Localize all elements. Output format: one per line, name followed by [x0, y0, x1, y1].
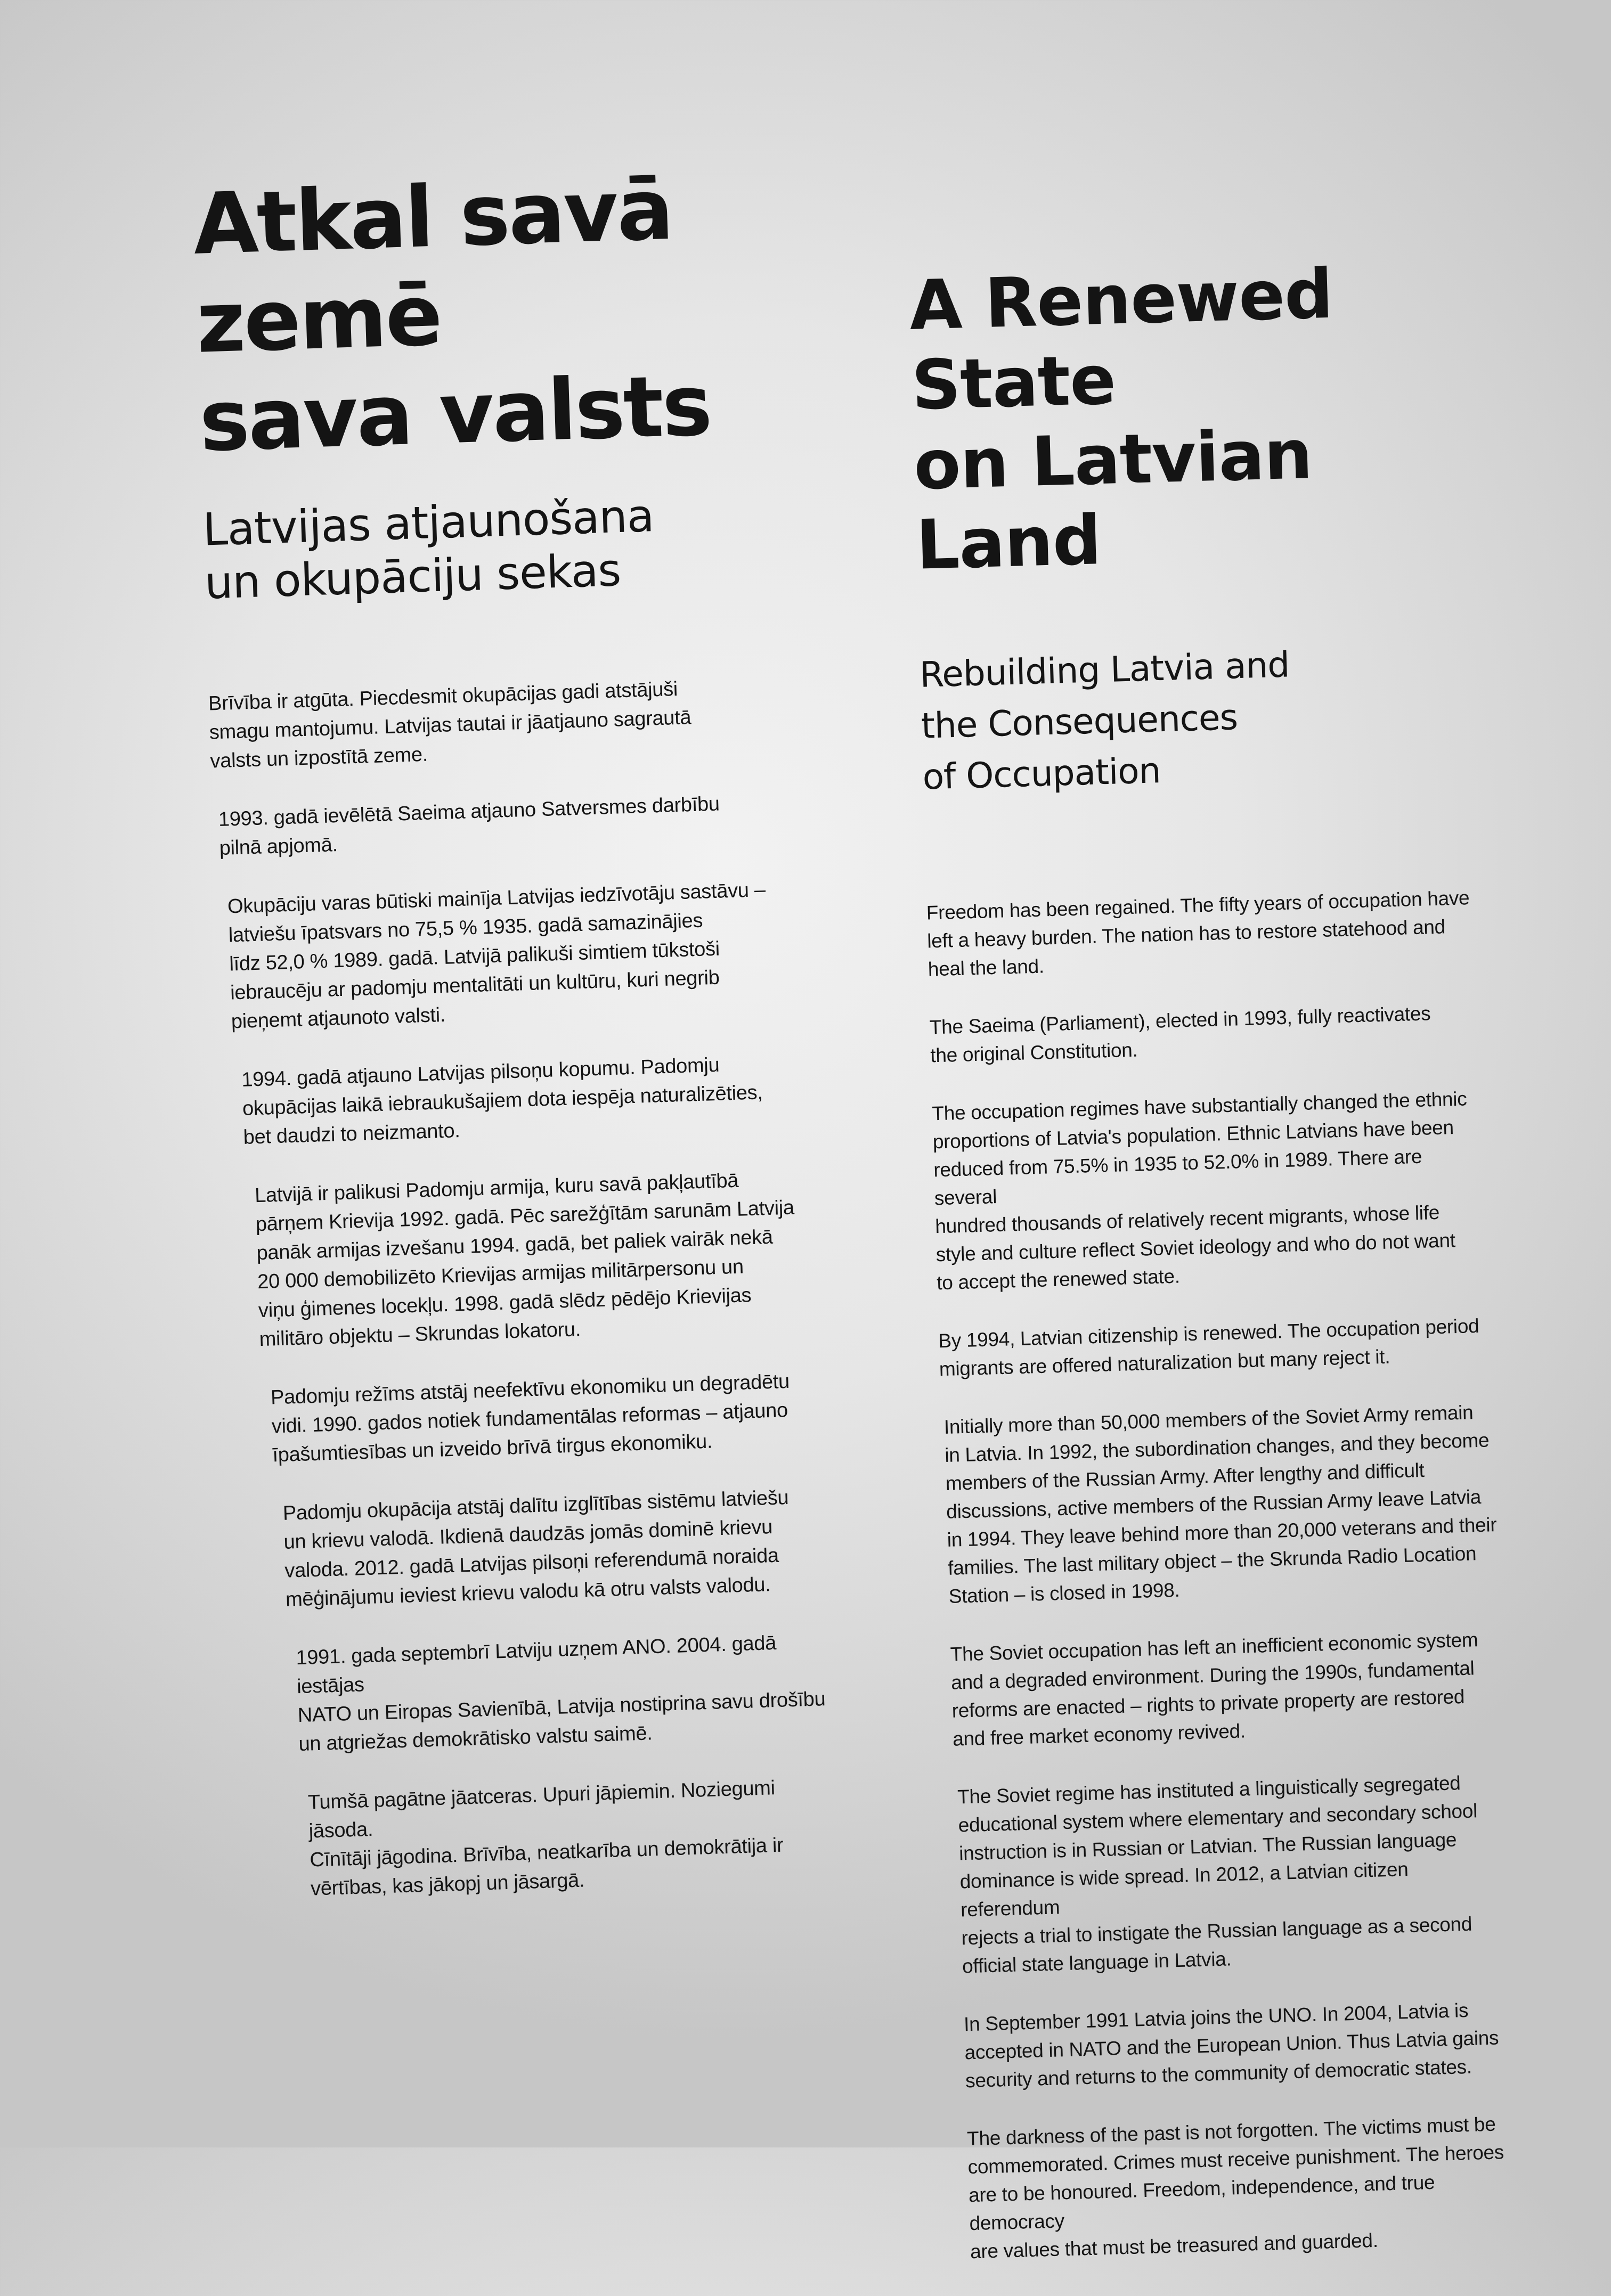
latvian-paragraph: Okupāciju varas būtiski mainīja Latvijas iedzīvotāju sastāvu – latviešu īpatsvars no 75,5 % 1935. gadā samazinājies līdz 52,0 % 1989. gadā. Latvijā palikuši simtiem tūkstoši iebraucēju ar padomju mentalitāti un kultūru, kuri negrib pieņemt atjaunoto valsti.	[227, 878, 766, 1033]
english-paragraph: By 1994, Latvian citizenship is renewed. The occupation period migrants are offered naturalization but many reject it.	[938, 1314, 1479, 1380]
latvian-paragraph: 1991. gada septembrī Latviju uzņem ANO. 2004. gadā iestājas NATO un Eiropas Savienībā, Latvija nostiprina savu drošību un atgriežas demokrātisko valstu saimē.	[295, 1631, 826, 1756]
english-subtitle: Rebuilding Latvia and the Consequences of Occupation	[919, 644, 1290, 798]
english-paragraph: The Saeima (Parliament), elected in 1993, fully reactivates the original Constitution.	[929, 1002, 1431, 1067]
english-paragraph: The occupation regimes have substantially changed the ethnic proportions of Latvia's population. Ethnic Latvians have been reduced from 75.5% in 1935 to 52.0% in 1989. There are several hundred thousands of relatively recent migrants, whose life style and culture reflect Soviet ideology and who do not want to accept the renewed state.	[931, 1088, 1467, 1294]
english-paragraph: The Soviet occupation has left an inefficient economic system and a degraded environment. During the 1990s, fundamental reforms are enacted – rights to private property are restored and free market economy revived.	[950, 1629, 1478, 1750]
english-paragraph: The darkness of the past is not forgotten. The victims must be commemorated. Crimes must receive punishment. The heroes are to be honoured. Freedom, independence, and true democracy are values that must be treasured and guarded.	[966, 2113, 1504, 2263]
english-paragraph: In September 1991 Latvia joins the UNO. In 2004, Latvia is accepted in NATO and the European Union. Thus Latvia gains security and returns to the community of democratic states.	[963, 1999, 1499, 2092]
english-paragraph: The Soviet regime has instituted a linguistically segregated educational system where elementary and secondary school instruction is in Russian or Latvian. The Russian language dominance is wide spread. In 2012, a Latvian citizen referendum rejects a trial to instigate the Russian language as a second official state language in Latvia.	[957, 1772, 1478, 1978]
latvian-column	[192, 157, 843, 1935]
latvian-title: Atkal savā zemē sava valsts	[192, 160, 712, 471]
english-paragraph: Initially more than 50,000 members of the Soviet Army remain in Latvia. In 1992, the subordination changes, and they become members of the Russian Army. After lengthy and difficult discussions, active members of the Russian Army leave Latvia in 1994. They leave behind more than 20,000 veterans and their families. The last military object – the Skrunda Radio Location Station – is closed in 1998.	[943, 1401, 1497, 1607]
latvian-paragraph: 1994. gadā atjauno Latvijas pilsoņu kopumu. Padomju okupācijas laikā iebraukušajiem dota iespēja naturalizēties, bet daudzi to neizmanto.	[241, 1053, 763, 1149]
english-title: A Renewed State on Latvian Land	[908, 254, 1334, 585]
latvian-paragraph: Brīvība ir atgūta. Piecdesmit okupācijas gadi atstājuši smagu mantojumu. Latvijas tautai ir jāatjauno sagrautā valsts un izpostītā zeme.	[208, 677, 691, 773]
latvian-paragraph: Padomju okupācija atstāj dalītu izglītības sistēmu latviešu un krievu valodā. Ikdienā daudzās jomās dominē krievu valoda. 2012. gadā Latvijas pilsoņi referendumā noraida mēģinājumu ieviest krievu valodu kā otru valsts valodu.	[282, 1486, 789, 1611]
english-column	[908, 251, 1519, 2296]
english-body	[926, 883, 1518, 2266]
english-paragraph: Freedom has been regained. The fifty years of occupation have left a heavy burden. The nation has to restore statehood and heal the land.	[926, 887, 1470, 981]
latvian-paragraph: Padomju režīms atstāj neefektīvu ekonomiku un degradētu vidi. 1990. gados notiek fundamentālas reformas – atjauno īpašumtiesības un izveido brīvā tirgus ekonomiku.	[270, 1370, 790, 1467]
latvian-body	[208, 671, 842, 1905]
latvian-paragraph: 1993. gadā ievēlētā Saeima atjauno Satversmes darbību pilnā apjomā.	[218, 792, 720, 860]
latvian-subtitle: Latvijas atjaunošana un okupāciju sekas	[202, 489, 655, 609]
latvian-paragraph: Tumšā pagātne jāatceras. Upuri jāpiemin. Noziegumi jāsoda. Cīnītāji jāgodina. Brīvība, neatkarība un demokrātija ir vērtības, kas jākopj un jāsargā.	[307, 1777, 784, 1900]
latvian-paragraph: Latvijā ir palikusi Padomju armija, kuru savā pakļautībā pārņem Krievija 1992. gadā. Pēc sarežģītām sarunām Latvija panāk armijas izvešanu 1994. gadā, bet paliek vairāk nekā 20 000 demobilizēto Krievijas armijas militārpersonu un viņu ģimenes locekļu. 1998. gadā slēdz pēdējo Krievijas militāro objektu – Skrundas lokatoru.	[254, 1169, 795, 1351]
